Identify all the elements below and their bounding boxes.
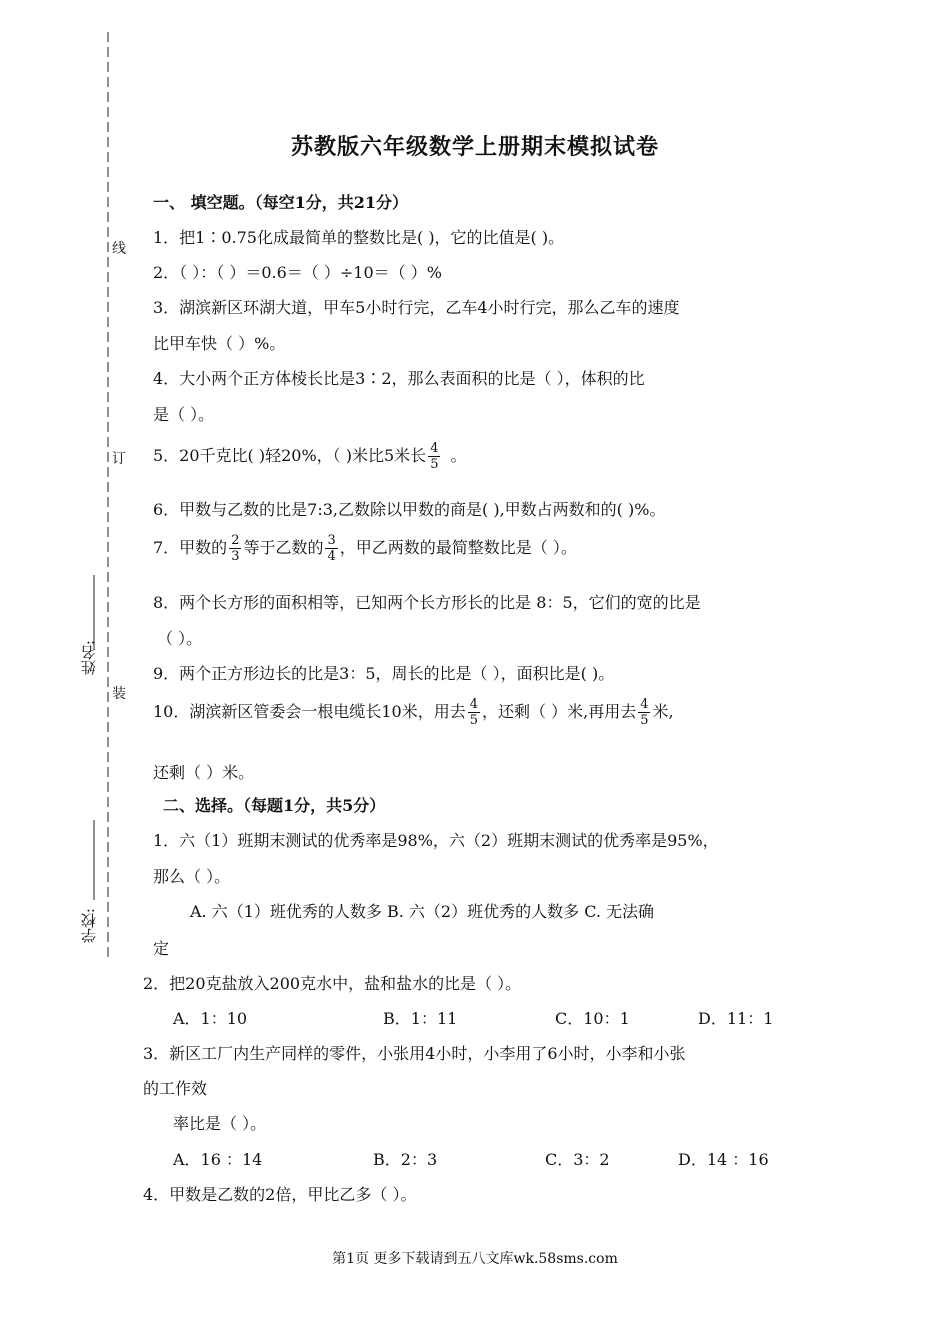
fraction-denominator: 4 <box>327 549 336 564</box>
s1-q10-text-c: 米, <box>652 702 674 721</box>
school-label: 学校: <box>80 908 98 944</box>
binding-mark-zhuang: 装 <box>112 686 126 702</box>
s2-q3-option-c: C．3：2 <box>545 1150 610 1169</box>
s1-question-6: 6．甲数与乙数的比是7:3,乙数除以甲数的商是( ),甲数占两数和的( )%。 <box>153 500 666 519</box>
fraction-numerator: 4 <box>430 441 439 456</box>
s1-q5-text-a: 5．20千克比( )轻20%，（ )米比5米长 <box>153 446 427 465</box>
s2-question-3-line2: 的工作效 <box>143 1079 208 1098</box>
s1-q10-text-b: ，还剩（ ）米,再用去 <box>482 702 637 721</box>
s2-question-4: 4．甲数是乙数的2倍，甲比乙多（ ）。 <box>143 1185 417 1204</box>
s2-question-2: 2．把20克盐放入200克水中，盐和盐水的比是（ ）。 <box>143 974 522 993</box>
s2-q3-option-a: A．16 ：14 <box>173 1150 263 1169</box>
s2-question-1-line1: 1．六（1）班期末测试的优秀率是98%，六（2）班期末测试的优秀率是95%， <box>153 831 719 850</box>
s2-q3-option-d: D．14 ：16 <box>678 1150 769 1169</box>
fraction <box>428 441 440 472</box>
s2-q2-option-d: D．11：1 <box>698 1009 774 1028</box>
fraction <box>229 533 241 564</box>
fraction-denominator: 5 <box>430 457 439 472</box>
fraction-numerator: 4 <box>640 697 649 712</box>
s2-q3-option-b: B．2：3 <box>373 1150 438 1169</box>
page-title: 苏教版六年级数学上册期末模拟试卷 <box>290 134 659 160</box>
s1-question-2: 2．（ ）：（ ）＝0.6＝（ ）÷10＝（ ）% <box>153 263 442 282</box>
fraction <box>468 697 480 728</box>
s2-q2-option-a: A．1：10 <box>173 1009 248 1028</box>
s2-question-1-options-wrap: 定 <box>153 939 170 958</box>
s1-question-3-line1: 3．湖滨新区环湖大道，甲车5小时行完，乙车4小时行完，那么乙车的速度 <box>153 298 680 317</box>
fraction <box>638 697 650 728</box>
s1-q7-text-c: ，甲乙两数的最简整数比是（ ）。 <box>339 538 577 557</box>
s1-question-8-line2: （ ）。 <box>157 629 203 648</box>
fraction <box>325 533 337 564</box>
s1-question-3-line2: 比甲车快（ ）%。 <box>153 334 286 353</box>
section2-heading: 二、选择。（每题1分，共5分） <box>163 796 386 815</box>
section1-heading: 一、 填空题。（每空1分，共21分） <box>153 193 408 212</box>
name-label: 姓名: <box>80 640 98 676</box>
s2-question-3-line3: 率比是（ ）。 <box>173 1114 267 1133</box>
page-footer: 第1页 更多下载请到五八文库wk.58sms.com <box>332 1251 618 1267</box>
s1-question-1: 1．把1∶0.75化成最简单的整数比是( )，它的比值是( )。 <box>153 228 565 247</box>
binding-mark-ding: 订 <box>112 451 126 467</box>
s2-q2-option-c: C．10：1 <box>555 1009 630 1028</box>
s1-q10-text-a: 10．湖滨新区管委会一根电缆长10米，用去 <box>153 702 466 721</box>
fraction-numerator: 3 <box>327 533 336 548</box>
fraction-denominator: 5 <box>469 713 479 728</box>
s1-question-4-line1: 4．大小两个正方体棱长比是3∶2，那么表面积的比是（ ），体积的比 <box>153 369 645 388</box>
s1-q5-text-b: 。 <box>450 446 467 465</box>
fraction-denominator: 5 <box>640 713 649 728</box>
s1-question-7 <box>153 533 577 564</box>
s1-question-8-line1: 8．两个长方形的面积相等，已知两个长方形长的比是 8：5，它们的宽的比是 <box>153 593 701 612</box>
fraction-numerator: 2 <box>231 533 240 548</box>
binding-mark-line: 线 <box>112 241 126 257</box>
s2-question-3-line1: 3．新区工厂内生产同样的零件，小张用4小时，小李用了6小时，小李和小张 <box>143 1044 686 1063</box>
s1-q7-text-a: 7．甲数的 <box>153 538 228 557</box>
s1-q7-text-b: 等于乙数的 <box>243 538 324 557</box>
s1-question-10 <box>153 697 674 728</box>
s1-question-10-line2: 还剩（ ）米。 <box>153 763 255 782</box>
s1-question-4-line2: 是（ ）。 <box>153 405 215 424</box>
s1-question-5 <box>153 441 466 472</box>
s2-question-1-options: A. 六（1）班优秀的人数多 B. 六（2）班优秀的人数多 C. 无法确 <box>190 902 655 921</box>
s2-question-1-line2: 那么（ ）。 <box>153 867 231 886</box>
s2-q2-option-b: B．1：11 <box>383 1009 458 1028</box>
fraction-numerator: 4 <box>469 697 479 712</box>
fraction-denominator: 3 <box>231 549 240 564</box>
s1-question-9: 9．两个正方形边长的比是3：5，周长的比是（ ），面积比是( )。 <box>153 664 615 683</box>
